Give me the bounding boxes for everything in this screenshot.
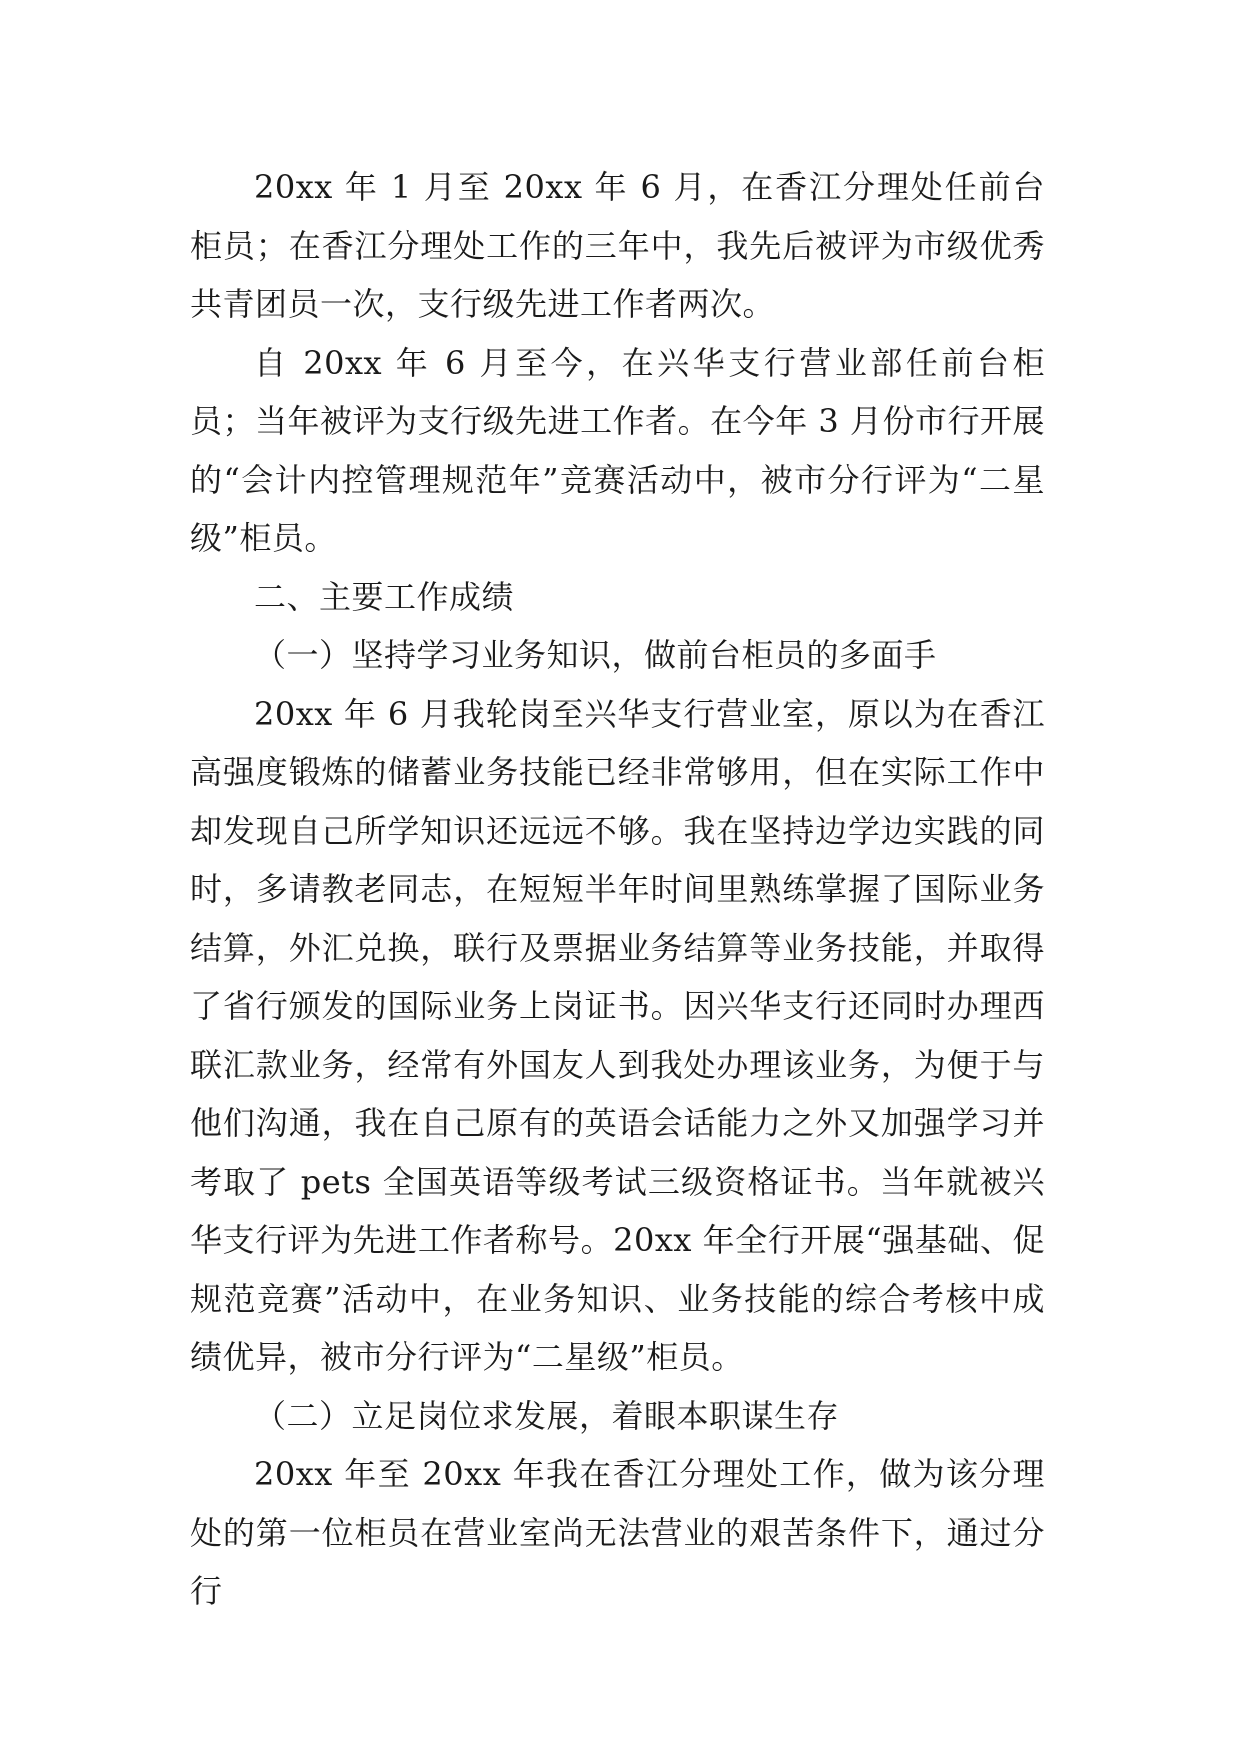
document-page	[190, 158, 1045, 1621]
paragraph-xinghua-teller: 自 20xx 年 6 月至今，在兴华支行营业部任前台柜员；当年被评为支行级先进工作者。在今年 3 月份市行开展的“会计内控管理规范年”竞赛活动中，被市分行评为“二星级”柜员。	[190, 343, 1045, 557]
subsection-heading-2: （二）立足岗位求发展，着眼本职谋生存	[254, 1396, 840, 1435]
subsection-heading-1: （一）坚持学习业务知识，做前台柜员的多面手	[254, 636, 937, 674]
paragraph-xiangjiang-work: 20xx 年至 20xx 年我在香江分理处工作，做为该分理处的第一位柜员在营业室尚无法营业的艰苦条件下，通过分行	[190, 1455, 1045, 1610]
paragraph-learning-skills: 20xx 年 6 月我轮岗至兴华支行营业室，原以为在香江高强度锻炼的储蓄业务技能已经非常够用，但在实际工作中却发现自己所学知识还远远不够。我在坚持边学边实践的同时，多请教老同志，在短短半年时间里熟练掌握了国际业务结算，外汇兑换，联行及票据业务结算等业务技能，并取得了省行颁发的国际业务上岗证书。因兴华支行还同时办理西联汇款业务，经常有外国友人到我处办理该业务，为便于与他们沟通，我在自己原有的英语会话能力之外又加强学习并考取了 pets 全国英语等级考试三级资格证书。当年就被兴华支行评为先进工作者称号。20xx 年全行开展“强基础、促规范竞赛”活动中，在业务知识、业务技能的综合考核中成绩优异，被市分行评为“二星级”柜员。	[190, 694, 1045, 1376]
section-heading-main-achievements: 二、主要工作成绩	[254, 577, 515, 616]
paragraph-xiangjiang-teller: 20xx 年 1 月至 20xx 年 6 月，在香江分理处任前台柜员；在香江分理处工作的三年中，我先后被评为市级优秀共青团员一次，支行级先进工作者两次。	[190, 168, 1045, 323]
